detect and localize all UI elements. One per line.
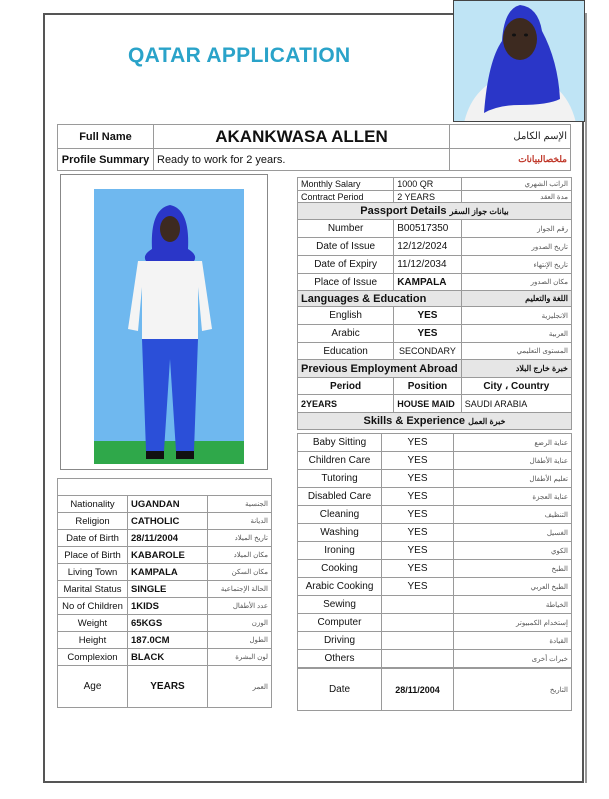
skill-label: Arabic Cooking <box>298 578 382 596</box>
personal-value: SINGLE <box>128 581 208 598</box>
age-value: YEARS <box>128 666 208 708</box>
skill-value <box>382 650 454 668</box>
personal-ar: الديانة <box>208 513 272 530</box>
date-label: Date <box>298 669 382 711</box>
skill-label: Disabled Care <box>298 488 382 506</box>
skill-label: Children Care <box>298 452 382 470</box>
personal-ar: الطول <box>208 632 272 649</box>
skill-row <box>298 434 572 452</box>
personal-ar: مكان الميلاد <box>208 547 272 564</box>
personal-value: KAMPALA <box>128 564 208 581</box>
skill-ar: التنظيف <box>454 506 572 524</box>
personal-value: 1KIDS <box>128 598 208 615</box>
skill-row <box>298 542 572 560</box>
personal-value: BLACK <box>128 649 208 666</box>
skills-table <box>297 433 572 668</box>
personal-row <box>58 581 272 598</box>
skill-row <box>298 560 572 578</box>
skill-ar: القيادة <box>454 632 572 650</box>
skill-label: Driving <box>298 632 382 650</box>
age-label: Age <box>58 666 128 708</box>
personal-value: CATHOLIC <box>128 513 208 530</box>
skill-row <box>298 452 572 470</box>
skill-label: Others <box>298 650 382 668</box>
salary-label: Monthly Salary <box>298 178 394 191</box>
skill-value: YES <box>382 452 454 470</box>
skill-label: Computer <box>298 614 382 632</box>
salary-ar: الراتب الشهري <box>461 178 571 191</box>
education-label: Education <box>298 343 394 360</box>
skill-ar: عناية الرضع <box>454 434 572 452</box>
skill-row <box>298 488 572 506</box>
skill-row <box>298 506 572 524</box>
passport-number-ar: رقم الجواز <box>461 220 571 238</box>
personal-label: Living Town <box>58 564 128 581</box>
personal-ar: الوزن <box>208 615 272 632</box>
skill-value <box>382 632 454 650</box>
personal-label: Religion <box>58 513 128 530</box>
skill-value: YES <box>382 488 454 506</box>
employment-period: 2YEARS <box>298 395 394 413</box>
skills-heading: Skills & Experience خبرة العمل <box>298 413 572 430</box>
employment-position: HOUSE MAID <box>394 395 461 413</box>
skill-ar: الغسيل <box>454 524 572 542</box>
passport-number-label: Number <box>298 220 394 238</box>
arabic-ar: العربية <box>461 325 571 343</box>
expiry-date-value: 11/12/2034 <box>394 256 461 274</box>
skill-label: Baby Sitting <box>298 434 382 452</box>
personal-row <box>58 530 272 547</box>
skill-value: YES <box>382 506 454 524</box>
skill-label: Cleaning <box>298 506 382 524</box>
skill-ar: الكوي <box>454 542 572 560</box>
page-title: QATAR APPLICATION <box>128 44 351 67</box>
age-ar: العمر <box>208 666 272 708</box>
skill-label: Tutoring <box>298 470 382 488</box>
personal-row <box>58 547 272 564</box>
contract-period-value: 2 YEARS <box>394 191 461 203</box>
languages-heading: Languages & Education <box>298 291 462 307</box>
personal-label: No of Children <box>58 598 128 615</box>
salary-value: 1000 QR <box>394 178 461 191</box>
skill-ar: الطبخ العربي <box>454 578 572 596</box>
personal-ar: مكان السكن <box>208 564 272 581</box>
skill-ar: عناية الأطفال <box>454 452 572 470</box>
skill-value: YES <box>382 524 454 542</box>
personal-table-header <box>58 479 272 496</box>
personal-label: Height <box>58 632 128 649</box>
skill-value: YES <box>382 578 454 596</box>
personal-label: Date of Birth <box>58 530 128 547</box>
personal-row <box>58 513 272 530</box>
personal-label: Nationality <box>58 496 128 513</box>
skill-value: YES <box>382 560 454 578</box>
date-table <box>297 668 572 711</box>
personal-ar: الحالة الإجتماعية <box>208 581 272 598</box>
english-ar: الانجليزية <box>461 307 571 325</box>
personal-label: Complexion <box>58 649 128 666</box>
personal-row <box>58 564 272 581</box>
skill-label: Ironing <box>298 542 382 560</box>
personal-row <box>58 615 272 632</box>
passport-heading: Passport Details بيانات جواز السفر <box>298 203 572 220</box>
expiry-date-label: Date of Expiry <box>298 256 394 274</box>
skill-label: Washing <box>298 524 382 542</box>
issue-date-ar: تاريخ الصدور <box>461 238 571 256</box>
personal-value: 187.0CM <box>128 632 208 649</box>
skill-value <box>382 614 454 632</box>
contract-table <box>297 177 572 430</box>
personal-ar: لون البشرة <box>208 649 272 666</box>
profile-summary-ar: ملخصالبيانات <box>450 149 571 171</box>
personal-row <box>58 496 272 513</box>
passport-photo <box>453 0 585 122</box>
date-value: 28/11/2004 <box>382 669 454 711</box>
contract-period-label: Contract Period <box>298 191 394 203</box>
full-name-label: Full Name <box>58 125 154 149</box>
english-value: YES <box>394 307 461 325</box>
employment-country: SAUDI ARABIA <box>461 395 571 413</box>
full-body-photo <box>60 174 268 470</box>
skill-ar: خبرات أخرى <box>454 650 572 668</box>
languages-heading-ar: اللغة والتعليم <box>461 291 571 307</box>
arabic-label: Arabic <box>298 325 394 343</box>
skill-row <box>298 578 572 596</box>
page-edge <box>585 13 587 783</box>
expiry-date-ar: تاريخ الإنتهاء <box>461 256 571 274</box>
personal-value: 28/11/2004 <box>128 530 208 547</box>
skill-row <box>298 470 572 488</box>
personal-row <box>58 632 272 649</box>
employment-heading: Previous Employment Abroad <box>298 360 462 378</box>
personal-value: KABAROLE <box>128 547 208 564</box>
personal-ar: عدد الأطفال <box>208 598 272 615</box>
personal-table <box>57 478 272 708</box>
profile-summary-value: Ready to work for 2 years. <box>154 149 450 171</box>
personal-ar: الجنسية <box>208 496 272 513</box>
issue-place-value: KAMPALA <box>394 274 461 291</box>
employment-col-period: Period <box>298 378 394 395</box>
skill-row <box>298 650 572 668</box>
name-table <box>57 124 571 171</box>
arabic-value: YES <box>394 325 461 343</box>
skill-row <box>298 596 572 614</box>
skill-value: YES <box>382 434 454 452</box>
personal-value: 65KGS <box>128 615 208 632</box>
personal-row <box>58 649 272 666</box>
skill-value: YES <box>382 470 454 488</box>
skill-row <box>298 614 572 632</box>
full-name-value: AKANKWASA ALLEN <box>154 125 450 149</box>
passport-number-value: B00517350 <box>394 220 461 238</box>
skill-row <box>298 632 572 650</box>
employment-col-position: Position <box>394 378 461 395</box>
skill-value <box>382 596 454 614</box>
date-ar: التاريخ <box>454 669 572 711</box>
skill-label: Sewing <box>298 596 382 614</box>
employment-col-country: City ، Country <box>461 378 571 395</box>
english-label: English <box>298 307 394 325</box>
issue-place-ar: مكان الصدور <box>461 274 571 291</box>
skill-ar: عناية العجزة <box>454 488 572 506</box>
education-value: SECONDARY <box>394 343 461 360</box>
skill-row <box>298 524 572 542</box>
personal-label: Place of Birth <box>58 547 128 564</box>
personal-label: Weight <box>58 615 128 632</box>
issue-date-label: Date of Issue <box>298 238 394 256</box>
skill-ar: تعليم الأطفال <box>454 470 572 488</box>
personal-row <box>58 598 272 615</box>
skill-value: YES <box>382 542 454 560</box>
issue-date-value: 12/12/2024 <box>394 238 461 256</box>
profile-summary-label: Profile Summary <box>58 149 154 171</box>
issue-place-label: Place of Issue <box>298 274 394 291</box>
education-ar: المستوى التعليمي <box>461 343 571 360</box>
full-name-ar: الإسم الكامل <box>450 125 571 149</box>
skill-ar: الطبخ <box>454 560 572 578</box>
personal-ar: تاريخ الميلاد <box>208 530 272 547</box>
skill-label: Cooking <box>298 560 382 578</box>
skill-ar: إستخدام الكمبيوتر <box>454 614 572 632</box>
contract-period-ar: مدة العقد <box>461 191 571 203</box>
employment-heading-ar: خبرة خارج البلاد <box>461 360 571 378</box>
skill-ar: الخياطة <box>454 596 572 614</box>
personal-value: UGANDAN <box>128 496 208 513</box>
personal-label: Marital Status <box>58 581 128 598</box>
